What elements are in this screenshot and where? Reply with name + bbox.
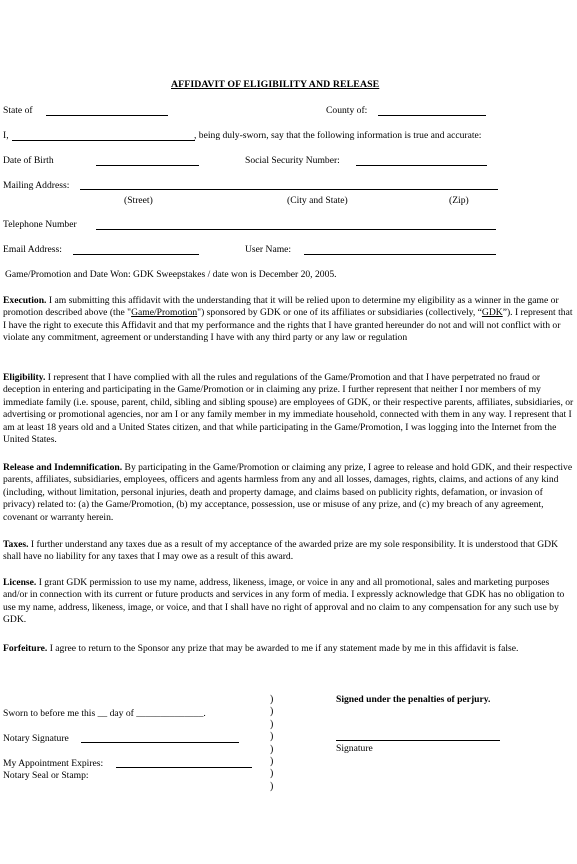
gdk-term: GDK [481, 307, 503, 319]
execution-section [3, 295, 575, 345]
taxes-text: I further understand any taxes due as a result of my acceptance of the awarded prize are my sole responsibility. It is understood that GDK shall have no liability for any taxes that I may owe as a result of this award. [3, 539, 559, 563]
bracket: ) [270, 694, 274, 705]
bracket: ) [270, 718, 274, 730]
dob-label: Date of Birth [3, 155, 54, 166]
license-heading: License. [3, 577, 37, 588]
document-title: AFFIDAVIT OF ELIGIBILITY AND RELEASE [171, 79, 380, 90]
county-field[interactable] [378, 115, 486, 116]
ssn-label: Social Security Number: [245, 155, 340, 166]
city-state-caption: (City and State) [287, 195, 348, 206]
license-section [3, 577, 575, 627]
penalties-statement: Signed under the penalties of perjury. [336, 694, 491, 705]
signature-field[interactable] [336, 740, 500, 741]
appointment-label: My Appointment Expires: [3, 758, 104, 769]
execution-text-3: ”). I represent that I have the right to execute this Affidavit and that my performance and the rights that I have granted hereunder do not and will not conflict with or violate any commitment, agreement or understanding I have with any third party or any law or regulation [3, 307, 573, 344]
username-label: User Name: [245, 244, 292, 255]
signature-label: Signature [336, 743, 373, 754]
execution-text-1: I am submitting this affidavit with the understanding that it will be relied upon to determine my eligibility as a winner in the game or promotion described above (the " [3, 295, 559, 319]
email-field[interactable] [73, 254, 199, 255]
bracket: ) [270, 743, 274, 755]
forfeiture-heading: Forfeiture. [3, 643, 48, 654]
mailing-label: Mailing Address: [3, 180, 70, 191]
bracket-column [270, 694, 280, 793]
i-label: I, [3, 130, 9, 141]
game-promotion-term: Game/Promotion [131, 307, 198, 319]
sworn-before-line: Sworn to before me this __ day of ______________. [3, 708, 206, 719]
forfeiture-text: I agree to return to the Sponsor any prize that may be awarded to me if any statement made by me in this affidavit is false. [47, 643, 519, 654]
mailing-field[interactable] [80, 189, 498, 190]
state-label: State of [3, 105, 33, 116]
notary-signature-field[interactable] [81, 742, 239, 743]
notary-signature-label: Notary Signature [3, 733, 69, 744]
street-caption: (Street) [124, 195, 153, 206]
forfeiture-section [3, 643, 575, 655]
bracket: ) [270, 780, 274, 792]
execution-heading: Execution. [3, 295, 47, 306]
appointment-field[interactable] [116, 767, 252, 768]
bracket: ) [270, 706, 274, 718]
game-promotion-line: Game/Promotion and Date Won: GDK Sweepstakes / date won is December 20, 2005. [5, 269, 337, 280]
name-field[interactable] [12, 140, 195, 141]
bracket: ) [270, 731, 274, 743]
county-label: County of: [326, 105, 368, 116]
ssn-field[interactable] [356, 165, 487, 166]
release-section [3, 462, 575, 524]
sworn-statement: , being duly-sworn, say that the following information is true and accurate: [194, 130, 482, 141]
bracket: ) [270, 768, 274, 780]
zip-caption: (Zip) [449, 195, 469, 206]
username-field[interactable] [304, 254, 496, 255]
release-text: By participating in the Game/Promotion or claiming any prize, I agree to release and hold GDK, and their respective parents, affiliates, subsidiaries, employees, officers and agents harmless from any and all losses, damages, rights, claims, and actions of any kind (including, without limitation, personal injuries, death and property damage, and claims based on publicity rights, defamation, or invasion of privacy) related to: (a) the Game/Promotion, (b) my acceptance, possession, use or misuse of any prize, and (c) my breach of any agreement, covenant or warranty herein. [3, 462, 573, 523]
bracket: ) [270, 755, 274, 767]
taxes-heading: Taxes. [3, 539, 29, 550]
telephone-field[interactable] [96, 229, 496, 230]
execution-text-2: ") sponsored by GDK or one of its affiliates or subsidiaries (collectively, “ [197, 307, 482, 319]
dob-field[interactable] [96, 165, 199, 166]
state-field[interactable] [46, 115, 168, 116]
telephone-label: Telephone Number [3, 219, 77, 230]
email-label: Email Address: [3, 244, 62, 255]
notary-seal-label: Notary Seal or Stamp: [3, 770, 89, 781]
eligibility-section [3, 372, 575, 446]
eligibility-text: I represent that I have complied with all the rules and regulations of the Game/Promotion and that I have perpetrated no fraud or deception in entering and participating in the Game/Promotion or in claiming any prize. I further represent that neither I nor members of my immediate family (i.e. spouse, parent, child, sibling and sibling spouse) are employees of GDK, or their respective parents, affiliates, subsidiaries, or advertising or promotional agencies, nor am I or any family member in my immediate household, connected with them in any way. I represent that I am at least 18 years old and a United States citizen, and that while participating in the Game/Promotion, I was logging into the Internet from the United States. [3, 372, 574, 446]
release-heading: Release and Indemnification. [3, 462, 123, 473]
license-text: I grant GDK permission to use my name, address, likeness, image, or voice in any and all promotional, sales and marketing purposes and/or in connection with its current or future products and services in any form of media. I expressly acknowledge that GDK has no obligation to use my name, address, likeness, image, or voice, and that I shall have no right of approval and no claim to any compensation for any such use by GDK. [3, 577, 565, 626]
eligibility-heading: Eligibility. [3, 372, 46, 383]
taxes-section [3, 539, 575, 564]
